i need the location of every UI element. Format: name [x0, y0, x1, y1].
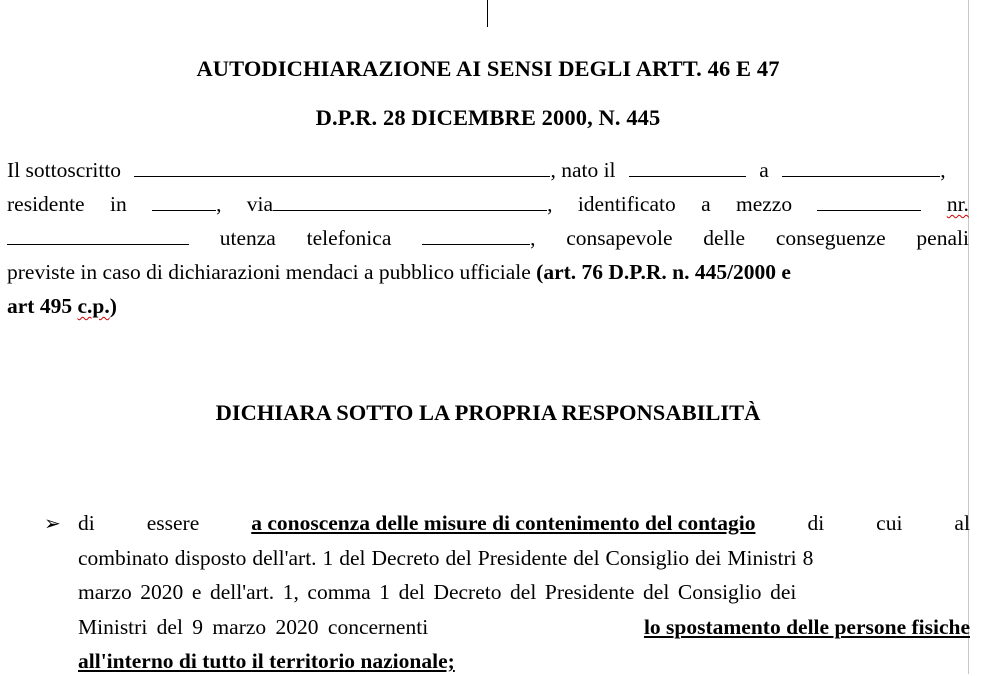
text-segment: previste in caso di dichiarazioni mendaci a pubblico ufficiale [7, 260, 531, 284]
emphasis-text: lo spostamento delle persone fisiche [643, 615, 970, 639]
residence-blank[interactable] [152, 191, 216, 211]
text-segment: di [78, 511, 95, 535]
text-segment: a [759, 158, 769, 182]
text-segment: telefonica [306, 226, 392, 250]
paragraph-line-4 [7, 257, 969, 287]
paragraph-line-1 [7, 155, 969, 185]
legal-reference: (art. 76 D.P.R. n. 445/2000 e [536, 260, 791, 284]
text-segment: penali [916, 226, 969, 250]
paragraph-line-2 [7, 189, 969, 219]
text-segment: di [807, 511, 825, 535]
text-segment: utenza [219, 226, 276, 250]
text-segment: residente [7, 192, 85, 216]
text-segment: conseguenze [775, 226, 886, 250]
emphasis-text: all'interno di tutto il territorio nazionale; [78, 649, 455, 673]
text-segment: Il sottoscritto [7, 158, 122, 182]
bullet-line-2 [78, 543, 970, 573]
text-segment: essere [146, 511, 200, 535]
text-segment: a [701, 192, 711, 216]
paragraph-line-5 [7, 291, 969, 321]
text-segment: consapevole [566, 226, 673, 250]
text-segment: al [954, 511, 970, 535]
bullet-line-4 [78, 612, 970, 642]
text-segment: , [547, 192, 553, 216]
bullet-line-3 [78, 577, 970, 607]
text-segment: cui [876, 511, 903, 535]
text-segment: in [109, 192, 127, 216]
document-title: AUTODICHIARAZIONE AI SENSI DEGLI ARTT. 46 E 47 [196, 56, 780, 81]
legal-reference: art 495 [7, 294, 73, 318]
bullet-line-5 [78, 646, 970, 676]
street-blank[interactable] [273, 191, 547, 211]
spellcheck-word: nr. [946, 192, 969, 216]
phone-blank[interactable] [422, 225, 530, 245]
text-segment: identificato [577, 192, 676, 216]
text-segment: ) [109, 294, 117, 318]
emphasis-text: a conoscenza delle misure di contenimento del contagio [251, 511, 756, 535]
text-cursor [487, 0, 488, 27]
text-segment: , nato il [550, 158, 616, 182]
text-segment: delle [703, 226, 746, 250]
paragraph-line-3 [7, 223, 969, 253]
arrow-bullet-icon: ➢ [44, 513, 61, 535]
text-segment: combinato disposto dell'art. 1 del Decreto del Presidente del Consiglio dei Ministri 8 [78, 546, 814, 570]
id-document-blank[interactable] [817, 191, 921, 211]
name-blank[interactable] [134, 157, 550, 177]
text-segment: , [530, 226, 536, 250]
declaration-heading: DICHIARA SOTTO LA PROPRIA RESPONSABILITÀ [215, 400, 761, 425]
spellcheck-word: c.p. [77, 294, 110, 318]
text-segment: mezzo [735, 192, 793, 216]
birthplace-blank[interactable] [782, 157, 940, 177]
text-segment: , [216, 192, 222, 216]
text-segment: marzo 2020 e dell'art. 1, comma 1 del Decreto del Presidente del Consiglio dei [78, 580, 797, 604]
document-subtitle: D.P.R. 28 DICEMBRE 2000, N. 445 [315, 105, 661, 130]
bullet-line-1 [78, 508, 970, 538]
text-segment: Ministri del 9 marzo 2020 concernenti [78, 615, 429, 639]
text-segment: via [246, 192, 274, 216]
text-segment: , [940, 158, 946, 182]
birthdate-blank[interactable] [629, 157, 746, 177]
id-number-blank[interactable] [7, 225, 189, 245]
